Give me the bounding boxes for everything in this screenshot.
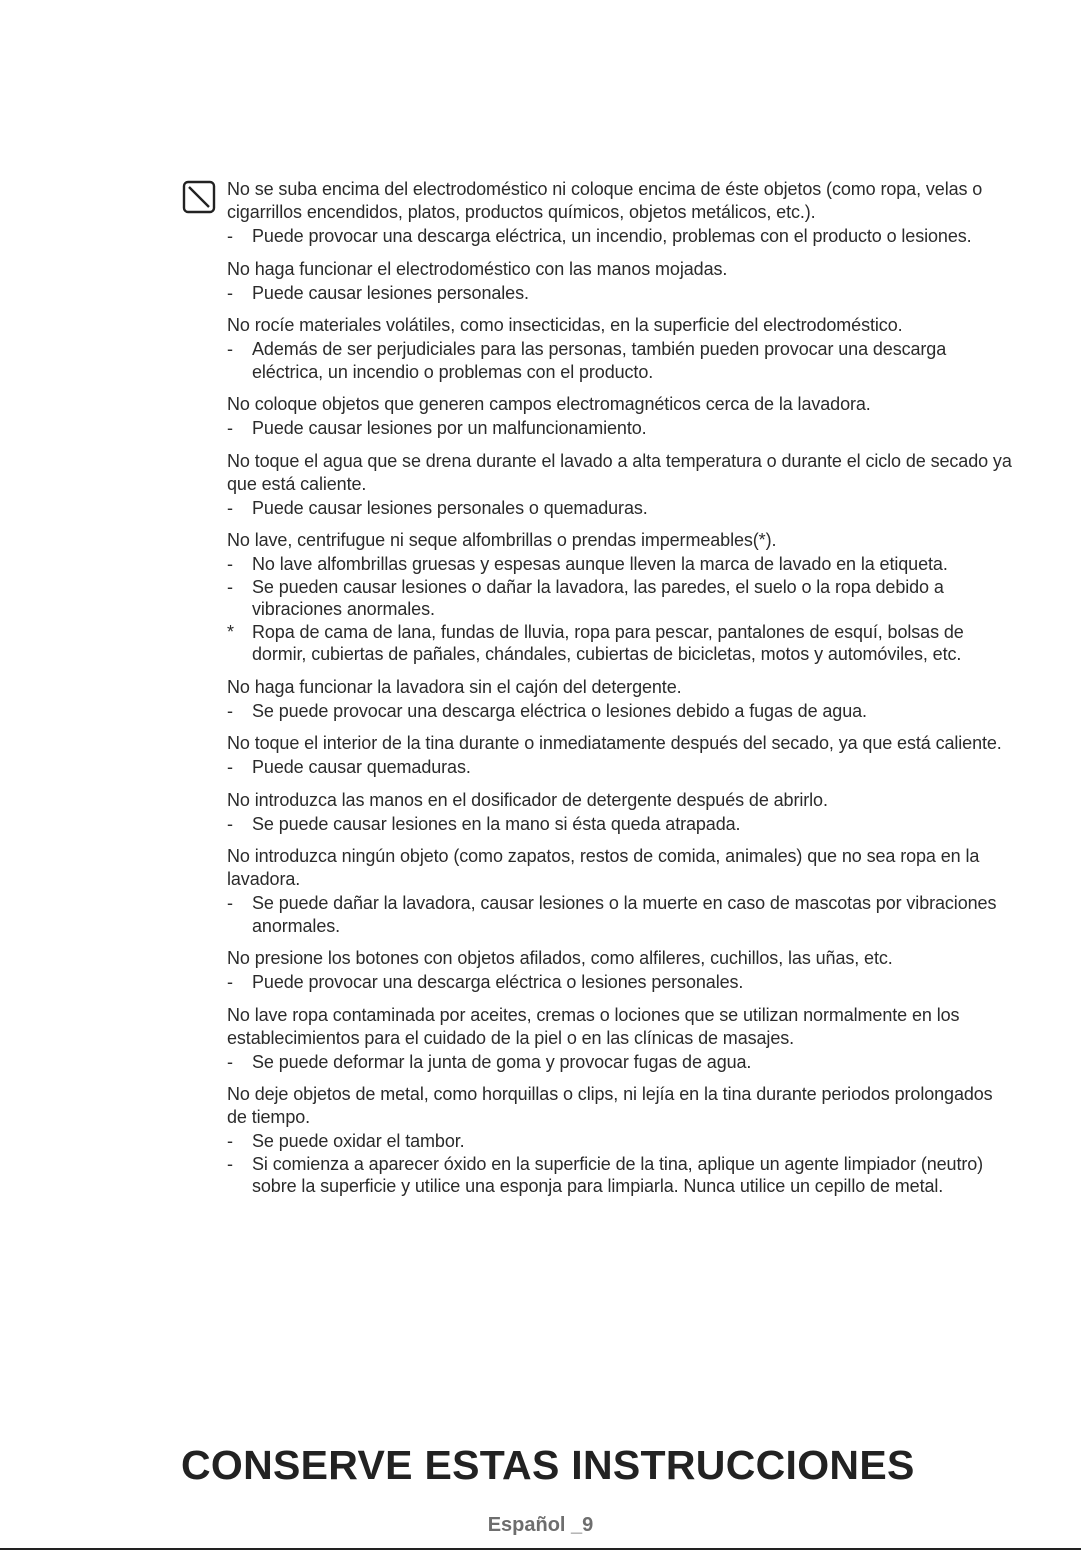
- warning-text: No introduzca las manos en el dosificador de detergente después de abrirlo.: [227, 789, 828, 810]
- warning-text: No rocíe materiales volátiles, como insecticidas, en la superficie del electrodoméstico.: [227, 315, 903, 335]
- warning-text: No introduzca ningún objeto (como zapatos, restos de comida, animales) que no sea ropa en la lavadora.: [227, 846, 980, 889]
- bullet-mark: -: [227, 1131, 233, 1151]
- warning-consequence-item: [227, 338, 1017, 383]
- warning-consequences: [227, 225, 1017, 248]
- warning-consequences: [227, 1051, 1017, 1074]
- bullet-mark: -: [227, 576, 233, 597]
- warning-block: [227, 393, 1017, 440]
- consequence-text: Puede provocar una descarga eléctrica o lesiones personales.: [252, 972, 744, 992]
- bullet-mark: -: [227, 813, 233, 834]
- prohibition-icon: [182, 180, 216, 214]
- consequence-text: Se puede provocar una descarga eléctrica o lesiones debido a fugas de agua.: [252, 700, 867, 721]
- bullet-mark: -: [227, 226, 233, 246]
- consequence-text: Puede causar lesiones personales.: [252, 282, 529, 303]
- warning-consequences: [227, 813, 1017, 836]
- warning-consequence-item: [227, 621, 1017, 666]
- warning-consequences: [227, 497, 1017, 520]
- consequence-text: Se pueden causar lesiones o dañar la lavadora, las paredes, el suelo o la ropa debido a vibraciones anormales.: [252, 576, 944, 619]
- consequence-text: Se puede deformar la junta de goma y provocar fugas de agua.: [252, 1051, 752, 1072]
- consequence-text: Se puede dañar la lavadora, causar lesiones o la muerte en caso de mascotas por vibraciones anormales.: [252, 893, 997, 936]
- consequence-text: No lave alfombrillas gruesas y espesas aunque lleven la marca de lavado en la etiqueta.: [252, 554, 948, 574]
- warning-block: [227, 789, 1017, 836]
- warning-consequence-item: [227, 813, 1017, 836]
- consequence-text: Puede provocar una descarga eléctrica, un incendio, problemas con el producto o lesiones.: [252, 226, 972, 246]
- warning-block: [227, 450, 1017, 520]
- bullet-mark: -: [227, 757, 233, 777]
- warning-block: [227, 732, 1017, 779]
- warning-consequence-item: [227, 417, 1017, 440]
- warning-block: [227, 1083, 1017, 1198]
- consequence-text: Se puede causar lesiones en la mano si ésta queda atrapada.: [252, 813, 741, 834]
- bullet-mark: -: [227, 700, 233, 721]
- bullet-mark: -: [227, 418, 233, 438]
- consequence-text: Puede causar lesiones personales o quemaduras.: [252, 497, 648, 518]
- warning-text: No coloque objetos que generen campos electromagnéticos cerca de la lavadora.: [227, 394, 871, 414]
- warning-block: [227, 314, 1017, 383]
- warning-block: [227, 947, 1017, 994]
- warning-text: No presione los botones con objetos afilados, como alfileres, cuchillos, las uñas, etc.: [227, 948, 893, 968]
- warning-text: No toque el agua que se drena durante el lavado a alta temperatura o durante el ciclo de secado ya que está caliente.: [227, 450, 1012, 494]
- bullet-mark: -: [227, 282, 233, 303]
- bullet-mark: -: [227, 1153, 233, 1174]
- consequence-text: Además de ser perjudiciales para las personas, también pueden provocar una descarga eléctrica, un incendio o problemas con el producto.: [252, 339, 947, 382]
- warning-consequences: [227, 892, 1017, 937]
- warning-text: No haga funcionar la lavadora sin el cajón del detergente.: [227, 676, 682, 697]
- bullet-mark: -: [227, 972, 233, 992]
- warning-consequence-item: [227, 576, 1017, 621]
- consequence-text: Puede causar quemaduras.: [252, 757, 471, 777]
- warning-consequences: [227, 282, 1017, 305]
- warning-text: No deje objetos de metal, como horquillas o clips, ni lejía en la tina durante periodos prolongados de tiempo.: [227, 1084, 993, 1127]
- warning-consequence-item: [227, 756, 1017, 779]
- warning-block: [227, 676, 1017, 723]
- save-instructions-title: CONSERVE ESTAS INSTRUCCIONES: [181, 1442, 915, 1488]
- warning-block: [227, 845, 1017, 937]
- bullet-mark: *: [227, 621, 234, 642]
- warning-block: [227, 529, 1017, 666]
- bullet-mark: -: [227, 554, 233, 574]
- warnings-list: [227, 178, 1017, 1208]
- warning-consequence-item: [227, 700, 1017, 723]
- warning-consequence-item: [227, 971, 1017, 994]
- warning-consequences: [227, 1130, 1017, 1198]
- warning-consequence-item: [227, 892, 1017, 937]
- bullet-mark: -: [227, 893, 233, 913]
- warning-text: No lave ropa contaminada por aceites, cremas o lociones que se utilizan normalmente en los establecimientos para el cuidado de la piel o en las clínicas de masajes.: [227, 1004, 960, 1048]
- warning-block: [227, 1004, 1017, 1074]
- consequence-text: Ropa de cama de lana, fundas de lluvia, ropa para pescar, pantalones de esquí, bolsas de dormir, cubiertas de pañales, chándales, cubiertas de bicicletas, motos y automóviles, etc.: [252, 621, 964, 664]
- warning-consequences: [227, 417, 1017, 440]
- bullet-mark: -: [227, 339, 233, 359]
- bottom-divider: [0, 1548, 1081, 1550]
- warning-block: [227, 178, 1017, 248]
- warning-consequences: [227, 553, 1017, 666]
- consequence-text: Si comienza a aparecer óxido en la superficie de la tina, aplique un agente limpiador (neutro) sobre la superficie y utilice una esponja para limpiarla. Nunca utilice un cepillo de metal.: [252, 1153, 984, 1196]
- warning-consequences: [227, 338, 1017, 383]
- warning-consequence-item: [227, 1130, 1017, 1153]
- bullet-mark: -: [227, 1051, 233, 1072]
- warning-consequence-item: [227, 282, 1017, 305]
- warning-consequences: [227, 700, 1017, 723]
- warning-consequence-item: [227, 497, 1017, 520]
- warning-text: No toque el interior de la tina durante o inmediatamente después del secado, ya que está caliente.: [227, 733, 1002, 753]
- consequence-text: Puede causar lesiones por un malfuncionamiento.: [252, 418, 647, 438]
- page-number: Español _9: [487, 1514, 594, 1536]
- bullet-mark: -: [227, 497, 233, 518]
- warning-consequence-item: [227, 1051, 1017, 1074]
- warning-text: No se suba encima del electrodoméstico ni coloque encima de éste objetos (como ropa, velas o cigarrillos encendidos, platos, productos químicos, objetos metálicos, etc.).: [227, 179, 983, 222]
- warning-consequence-item: [227, 225, 1017, 248]
- warning-text: No haga funcionar el electrodoméstico con las manos mojadas.: [227, 258, 728, 279]
- consequence-text: Se puede oxidar el tambor.: [252, 1131, 465, 1151]
- warning-consequences: [227, 971, 1017, 994]
- warning-consequences: [227, 756, 1017, 779]
- warning-consequence-item: [227, 1153, 1017, 1198]
- warning-block: [227, 258, 1017, 305]
- warning-text: No lave, centrifugue ni seque alfombrillas o prendas impermeables(*).: [227, 530, 777, 550]
- warning-consequence-item: [227, 553, 1017, 576]
